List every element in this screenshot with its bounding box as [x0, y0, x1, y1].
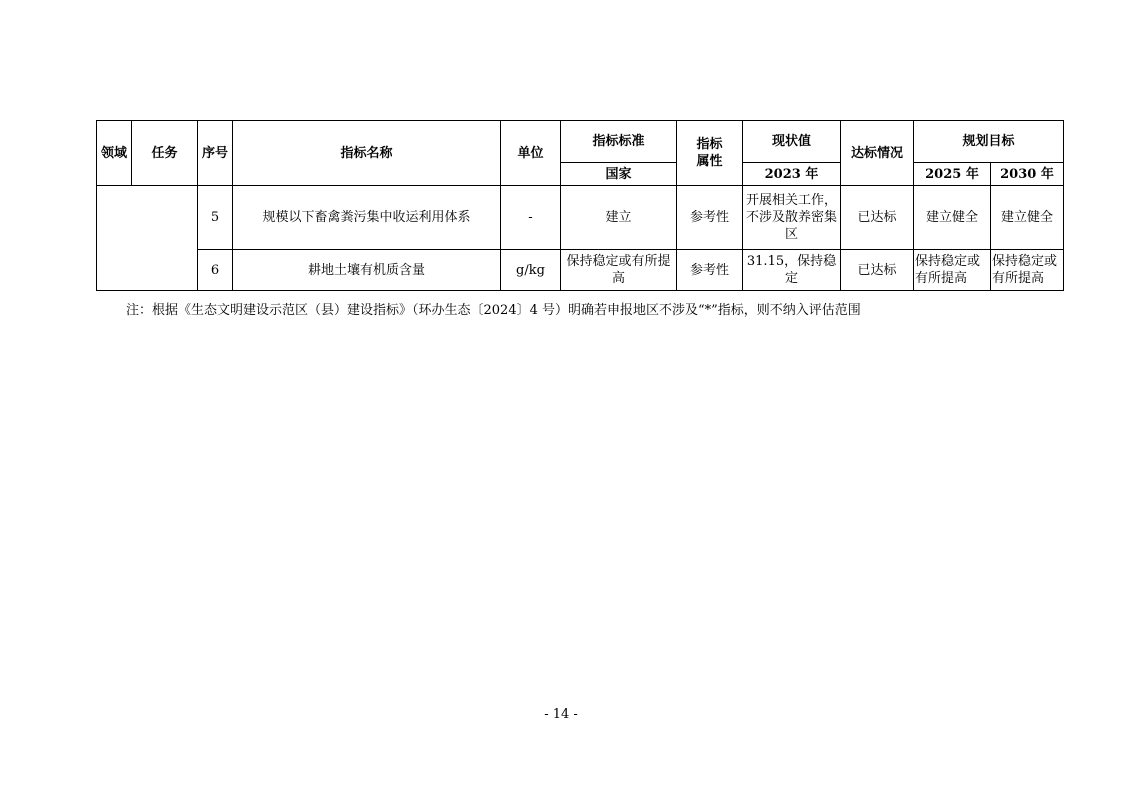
header-standard-national: 国家 [561, 163, 677, 186]
row-seq: 6 [198, 250, 233, 291]
row-achievement: 已达标 [841, 250, 914, 291]
row-target-2025: 保持稳定或有所提高 [914, 250, 991, 291]
row-target-2025: 建立健全 [914, 186, 991, 250]
row-target-2030: 保持稳定或有所提高 [991, 250, 1064, 291]
header-target-2025: 2025 年 [914, 163, 991, 186]
header-status-year: 2023 年 [743, 163, 841, 186]
header-indicator-name: 指标名称 [233, 121, 501, 186]
row-status: 31.15，保持稳定 [743, 250, 841, 291]
indicator-table [96, 120, 1064, 291]
row-attribute: 参考性 [677, 250, 743, 291]
header-row-1 [97, 121, 1064, 163]
row-indicator-name: 耕地土壤有机质含量 [233, 250, 501, 291]
row-indicator-name: 规模以下畜禽粪污集中收运利用体系 [233, 186, 501, 250]
header-target: 规划目标 [914, 121, 1064, 163]
header-standard: 指标标准 [561, 121, 677, 163]
table-note: 注：根据《生态文明建设示范区（县）建设指标》（环办生态〔2024〕4 号）明确若申报地区不涉及“*”指标，则不纳入评估范围 [126, 303, 861, 318]
row-standard: 建立 [561, 186, 677, 250]
row-status: 开展相关工作，不涉及散养密集区 [743, 186, 841, 250]
header-status: 现状值 [743, 121, 841, 163]
header-domain: 领域 [97, 121, 132, 186]
row-attribute: 参考性 [677, 186, 743, 250]
table-row [97, 186, 1064, 250]
header-target-2030: 2030 年 [991, 163, 1064, 186]
page-number: - 14 - [544, 707, 578, 722]
row-target-2030: 建立健全 [991, 186, 1064, 250]
domain-task-cell [97, 186, 198, 291]
row-unit: - [501, 186, 561, 250]
row-seq: 5 [198, 186, 233, 250]
header-seq: 序号 [198, 121, 233, 186]
header-task: 任务 [132, 121, 198, 186]
row-standard: 保持稳定或有所提高 [561, 250, 677, 291]
row-unit: g/kg [501, 250, 561, 291]
header-attribute: 指标 属性 [677, 121, 743, 186]
header-achievement: 达标情况 [841, 121, 914, 186]
header-unit: 单位 [501, 121, 561, 186]
table-row [97, 250, 1064, 291]
row-achievement: 已达标 [841, 186, 914, 250]
